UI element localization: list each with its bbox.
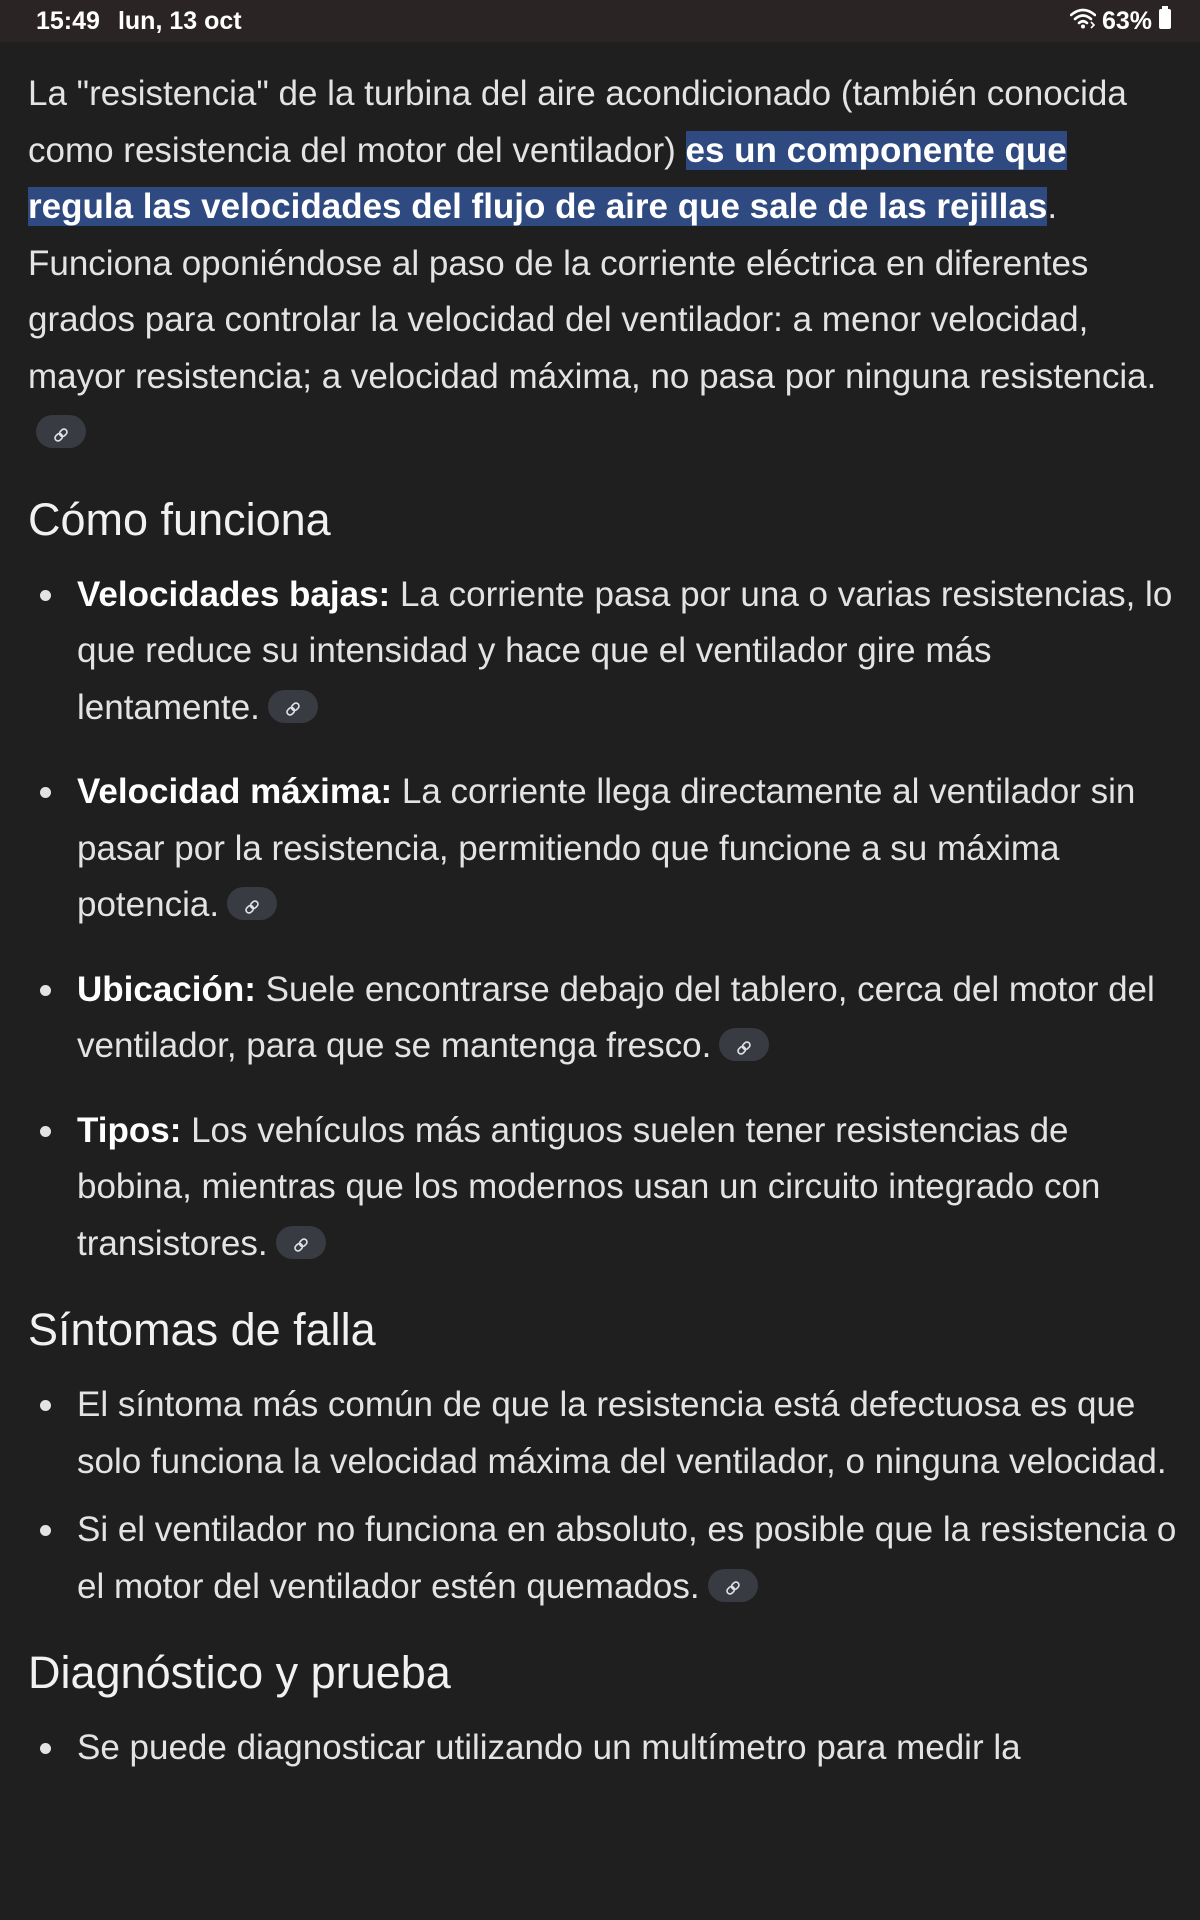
- list-item-text: La corriente pasa por una o varias resistencias, lo que reduce su intensidad y hace que el ventilador gire más lentamente.: [77, 574, 1173, 727]
- source-link-chip[interactable]: [227, 887, 277, 920]
- list-item: [28, 567, 1178, 737]
- list-item: [28, 1377, 1178, 1490]
- list-item-text: Si el ventilador no funciona en absoluto, es posible que la resistencia o el motor del ventilador estén quemados.: [77, 1510, 1177, 1606]
- list-item-text: Se puede diagnosticar utilizando un multímetro para medir la: [77, 1728, 1021, 1767]
- list-item: [28, 764, 1178, 934]
- battery-icon: [1158, 6, 1172, 37]
- list-item: [28, 1720, 1178, 1777]
- list-item-label: Velocidad máxima:: [77, 772, 393, 811]
- wifi-icon: [1070, 7, 1096, 36]
- status-time: 15:49: [36, 6, 100, 35]
- link-icon: [53, 404, 69, 461]
- list-item-text: El síntoma más común de que la resistencia está defectuosa es que solo funciona la velocidad máxima del ventilador, o ninguna velocidad.: [77, 1385, 1167, 1481]
- link-icon: [293, 1214, 309, 1271]
- source-link-chip[interactable]: [708, 1569, 758, 1602]
- list-item: [28, 1502, 1178, 1615]
- intro-text-after: . Funciona oponiéndose al paso de la corriente eléctrica en diferentes grados para controlar la velocidad del ventilador: a menor velocidad, mayor resistencia; a velocidad máxima, no pasa por ninguna resistencia.: [28, 187, 1157, 396]
- heading-sintomas: Síntomas de falla: [28, 1304, 376, 1355]
- list-item: [28, 1103, 1178, 1273]
- heading-diagnostico: Diagnóstico y prueba: [28, 1647, 451, 1698]
- heading-como-funciona: Cómo funciona: [28, 493, 331, 545]
- list-item-label: Ubicación:: [77, 969, 256, 1009]
- source-link-chip[interactable]: [719, 1028, 769, 1061]
- list-como-funciona: [28, 567, 1178, 1273]
- link-icon: [725, 1557, 741, 1614]
- link-icon: [736, 1017, 752, 1074]
- list-item: [28, 962, 1178, 1075]
- link-icon: [244, 876, 260, 933]
- list-item-text: Suele encontrarse debajo del tablero, cerca del motor del ventilador, para que se mantenga fresco.: [77, 969, 1155, 1065]
- highlighted-text[interactable]: es un componente que regula las velocidades del flujo de aire que sale de las rejillas: [28, 130, 1067, 226]
- response-content: [28, 66, 1178, 1777]
- status-left: [36, 7, 242, 36]
- list-item-text: La corriente llega directamente al ventilador sin pasar por la resistencia, permitiendo que funcione a su máxima potencia.: [77, 772, 1136, 924]
- list-item-label: Tipos:: [77, 1110, 182, 1150]
- source-link-chip[interactable]: [268, 690, 318, 723]
- intro-text-before: La "resistencia" de la turbina del aire acondicionado (también conocida como resistencia del motor del ventilador): [28, 74, 1127, 170]
- battery-percent: 63%: [1101, 6, 1152, 35]
- source-link-chip[interactable]: [36, 415, 86, 448]
- list-diagnostico: [28, 1720, 1178, 1777]
- list-item-text: Los vehículos más antiguos suelen tener resistencias de bobina, mientras que los modernos usan un circuito integrado con transistores.: [77, 1110, 1101, 1263]
- intro-paragraph: [28, 66, 1178, 462]
- status-right: [1070, 6, 1172, 37]
- status-date: lun, 13 oct: [117, 6, 242, 35]
- status-bar: [0, 0, 1200, 42]
- source-link-chip[interactable]: [276, 1226, 326, 1259]
- list-sintomas: [28, 1377, 1178, 1615]
- link-icon: [285, 678, 301, 735]
- list-item-label: Velocidades bajas:: [77, 574, 391, 614]
